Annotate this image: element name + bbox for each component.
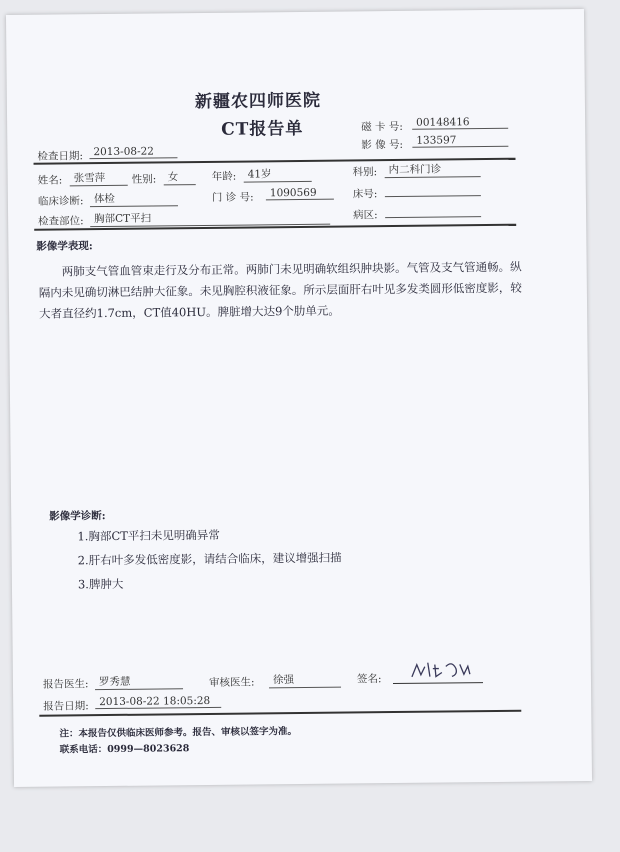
clinical-dx-value: 体检 (90, 190, 178, 207)
outpatient-label: 门 诊 号: (211, 191, 254, 204)
report-date-value: 2013-08-22 18:05:28 (95, 695, 221, 709)
diagnosis-item: 3.脾肿大 (77, 576, 124, 592)
hospital-name: 新疆农四师医院 (194, 90, 321, 113)
exam-date-label: 检查日期: (37, 150, 84, 163)
age-value: 41岁 (244, 166, 312, 183)
exam-date-value: 2013-08-22 (89, 145, 177, 159)
dept-label: 科别: (352, 166, 378, 179)
mag-card-label: 磁 卡 号: (361, 120, 403, 134)
image-no-value: 133597 (412, 134, 508, 148)
outpatient-value: 1090569 (266, 187, 334, 201)
findings-text: 两肺支气管血管束走行及分布正常。两肺门未见明确软组织肿块影。气管及支气管通畅。纵隔内未见确切淋巴结肿大征象。未见胸腔积液征象。所示层面肝右叶见多发类圆形低密度影，较大者直径约1.7cm，CT值40HU。脾脏增大达9个肋单元。 (38, 259, 522, 321)
disclaimer-note: 注：本报告仅供临床医师参考。报告、审核以签字为准。 (59, 726, 298, 740)
diagnosis-item: 1.胸部CT平扫未见明确异常 (77, 527, 220, 544)
dept-value: 内二科门诊 (385, 161, 481, 178)
signature-label: 签名: (356, 673, 382, 686)
exam-part-value: 胸部CT平扫 (90, 209, 330, 228)
report-date-label: 报告日期: (43, 700, 89, 713)
ward-label: 病区: (353, 209, 378, 222)
age-label: 年龄: (211, 170, 237, 183)
reviewer-label: 审核医生: (208, 676, 255, 689)
ward-value (385, 204, 481, 218)
exam-part-label: 检查部位: (38, 215, 84, 228)
diagnosis-heading: 影像学诊断: (49, 510, 106, 523)
sex-label: 性别: (131, 173, 157, 186)
report-title: CT报告单 (221, 118, 304, 140)
clinical-dx-label: 临床诊断: (37, 195, 84, 208)
name-value: 张雪萍 (70, 170, 128, 187)
sex-value: 女 (164, 169, 196, 185)
bed-label: 床号: (352, 188, 378, 201)
bed-value (385, 183, 481, 197)
name-label: 姓名: (37, 174, 63, 187)
footer-divider (39, 710, 521, 717)
contact-phone: 联系电话：0999—8023628 (59, 743, 190, 756)
mag-card-value: 00148416 (412, 116, 508, 130)
report-paper (6, 9, 592, 787)
handwritten-signature (408, 656, 478, 683)
reporter-value: 罗秀慧 (95, 673, 183, 690)
image-no-label: 影 像 号: (361, 138, 404, 152)
findings-heading: 影像学表现: (36, 240, 93, 253)
reporter-label: 报告医生: (42, 678, 89, 691)
diagnosis-item: 2.肝右叶多发低密度影，请结合临床，建议增强扫描 (77, 550, 342, 568)
reviewer-value: 徐强 (269, 672, 341, 689)
